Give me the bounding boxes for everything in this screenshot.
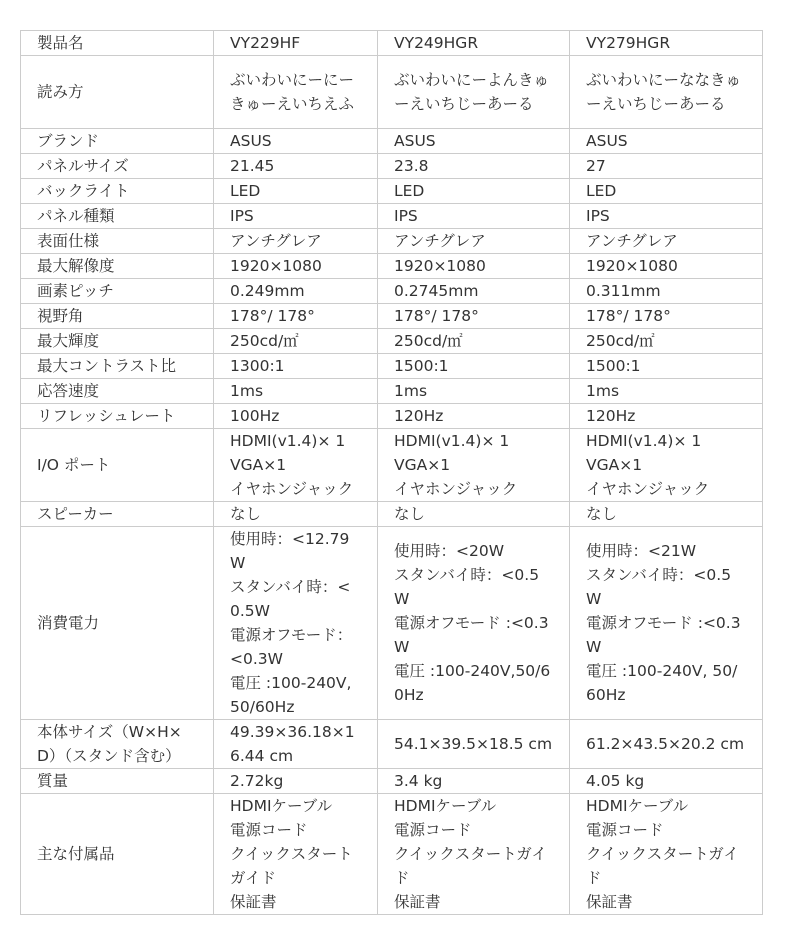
table-row	[21, 56, 763, 129]
spec-table	[20, 30, 763, 915]
row-label-cell: 消費電力	[21, 527, 214, 720]
table-row	[21, 354, 763, 379]
row-label-cell: パネルサイズ	[21, 154, 214, 179]
row-label-cell: 質量	[21, 769, 214, 794]
table-row	[21, 379, 763, 404]
table-row	[21, 179, 763, 204]
row-label-cell: 表面仕様	[21, 229, 214, 254]
row-value-cell: LED	[570, 179, 763, 204]
row-value-cell: 3.4 kg	[378, 769, 570, 794]
header-model-cell: VY249HGR	[378, 31, 570, 56]
row-value-cell: なし	[214, 502, 378, 527]
row-value-cell: HDMI(v1.4)× 1 VGA×1 イヤホンジャック	[214, 429, 378, 502]
row-value-cell: 1920×1080	[378, 254, 570, 279]
row-value-cell: HDMIケーブル 電源コード クイックスタートガイド 保証書	[214, 794, 378, 915]
row-value-cell: 1ms	[570, 379, 763, 404]
row-value-cell: 61.2×43.5×20.2 cm	[570, 720, 763, 769]
table-row	[21, 404, 763, 429]
row-label-cell: 視野角	[21, 304, 214, 329]
row-value-cell: 1500:1	[570, 354, 763, 379]
row-value-cell: 250cd/㎡	[570, 329, 763, 354]
row-value-cell: 1920×1080	[570, 254, 763, 279]
header-model-cell: VY279HGR	[570, 31, 763, 56]
table-row	[21, 502, 763, 527]
table-row	[21, 229, 763, 254]
row-value-cell: 0.2745mm	[378, 279, 570, 304]
row-value-cell: LED	[214, 179, 378, 204]
row-value-cell: 178°/ 178°	[570, 304, 763, 329]
table-row	[21, 254, 763, 279]
row-value-cell: 使用時：<12.79W スタンバイ時：<0.5W 電源オフモード：<0.3W 電圧 :100-240V, 50/60Hz	[214, 527, 378, 720]
row-value-cell: アンチグレア	[378, 229, 570, 254]
row-value-cell: なし	[570, 502, 763, 527]
row-value-cell: 2.72kg	[214, 769, 378, 794]
row-value-cell: ASUS	[214, 129, 378, 154]
row-value-cell: 0.249mm	[214, 279, 378, 304]
row-label-cell: ブランド	[21, 129, 214, 154]
row-label-cell: 画素ピッチ	[21, 279, 214, 304]
table-row	[21, 204, 763, 229]
table-header-row	[21, 31, 763, 56]
row-value-cell: 100Hz	[214, 404, 378, 429]
row-label-cell: 読み方	[21, 56, 214, 129]
header-model-cell: VY229HF	[214, 31, 378, 56]
row-value-cell: 178°/ 178°	[378, 304, 570, 329]
row-value-cell: 120Hz	[570, 404, 763, 429]
row-value-cell: 27	[570, 154, 763, 179]
row-value-cell: IPS	[214, 204, 378, 229]
row-value-cell: ぶいわいにーよんきゅーえいちじーあーる	[378, 56, 570, 129]
row-value-cell: HDMIケーブル 電源コード クイックスタートガイド 保証書	[378, 794, 570, 915]
row-value-cell: 54.1×39.5×18.5 cm	[378, 720, 570, 769]
row-value-cell: なし	[378, 502, 570, 527]
table-row	[21, 527, 763, 720]
row-value-cell: HDMI(v1.4)× 1 VGA×1 イヤホンジャック	[570, 429, 763, 502]
table-row	[21, 329, 763, 354]
row-label-cell: パネル種類	[21, 204, 214, 229]
row-value-cell: 1ms	[214, 379, 378, 404]
row-value-cell: 178°/ 178°	[214, 304, 378, 329]
table-row	[21, 129, 763, 154]
table-row	[21, 794, 763, 915]
row-value-cell: IPS	[378, 204, 570, 229]
spec-table-container	[20, 30, 763, 915]
row-value-cell: 120Hz	[378, 404, 570, 429]
row-value-cell: 21.45	[214, 154, 378, 179]
row-label-cell: 応答速度	[21, 379, 214, 404]
row-label-cell: スピーカー	[21, 502, 214, 527]
row-value-cell: 0.311mm	[570, 279, 763, 304]
table-row	[21, 304, 763, 329]
row-value-cell: 49.39×36.18×16.44 cm	[214, 720, 378, 769]
row-value-cell: 使用時：<20W スタンバイ時：<0.5W 電源オフモード :<0.3W 電圧 :100-240V,50/60Hz	[378, 527, 570, 720]
row-value-cell: 250cd/㎡	[378, 329, 570, 354]
row-label-cell: I/O ポート	[21, 429, 214, 502]
table-row	[21, 429, 763, 502]
spec-table-body	[21, 31, 763, 915]
row-label-cell: バックライト	[21, 179, 214, 204]
row-value-cell: LED	[378, 179, 570, 204]
row-label-cell: リフレッシュレート	[21, 404, 214, 429]
row-value-cell: ASUS	[378, 129, 570, 154]
row-value-cell: HDMIケーブル 電源コード クイックスタートガイド 保証書	[570, 794, 763, 915]
row-value-cell: 1500:1	[378, 354, 570, 379]
row-value-cell: アンチグレア	[570, 229, 763, 254]
row-label-cell: 最大解像度	[21, 254, 214, 279]
row-value-cell: ASUS	[570, 129, 763, 154]
table-row	[21, 279, 763, 304]
row-value-cell: IPS	[570, 204, 763, 229]
row-label-cell: 主な付属品	[21, 794, 214, 915]
row-label-cell: 最大輝度	[21, 329, 214, 354]
row-value-cell: ぶいわいにーにーきゅーえいちえふ	[214, 56, 378, 129]
table-row	[21, 769, 763, 794]
row-value-cell: 1920×1080	[214, 254, 378, 279]
row-value-cell: 使用時：<21W スタンバイ時：<0.5W 電源オフモード :<0.3W 電圧 :100-240V, 50/60Hz	[570, 527, 763, 720]
row-label-cell: 最大コントラスト比	[21, 354, 214, 379]
row-value-cell: アンチグレア	[214, 229, 378, 254]
row-value-cell: ぶいわいにーななきゅーえいちじーあーる	[570, 56, 763, 129]
row-value-cell: HDMI(v1.4)× 1 VGA×1 イヤホンジャック	[378, 429, 570, 502]
table-row	[21, 720, 763, 769]
header-label-cell: 製品名	[21, 31, 214, 56]
row-value-cell: 4.05 kg	[570, 769, 763, 794]
row-value-cell: 23.8	[378, 154, 570, 179]
table-row	[21, 154, 763, 179]
row-value-cell: 1300:1	[214, 354, 378, 379]
row-label-cell: 本体サイズ（W×H×D）（スタンド含む）	[21, 720, 214, 769]
row-value-cell: 1ms	[378, 379, 570, 404]
row-value-cell: 250cd/㎡	[214, 329, 378, 354]
